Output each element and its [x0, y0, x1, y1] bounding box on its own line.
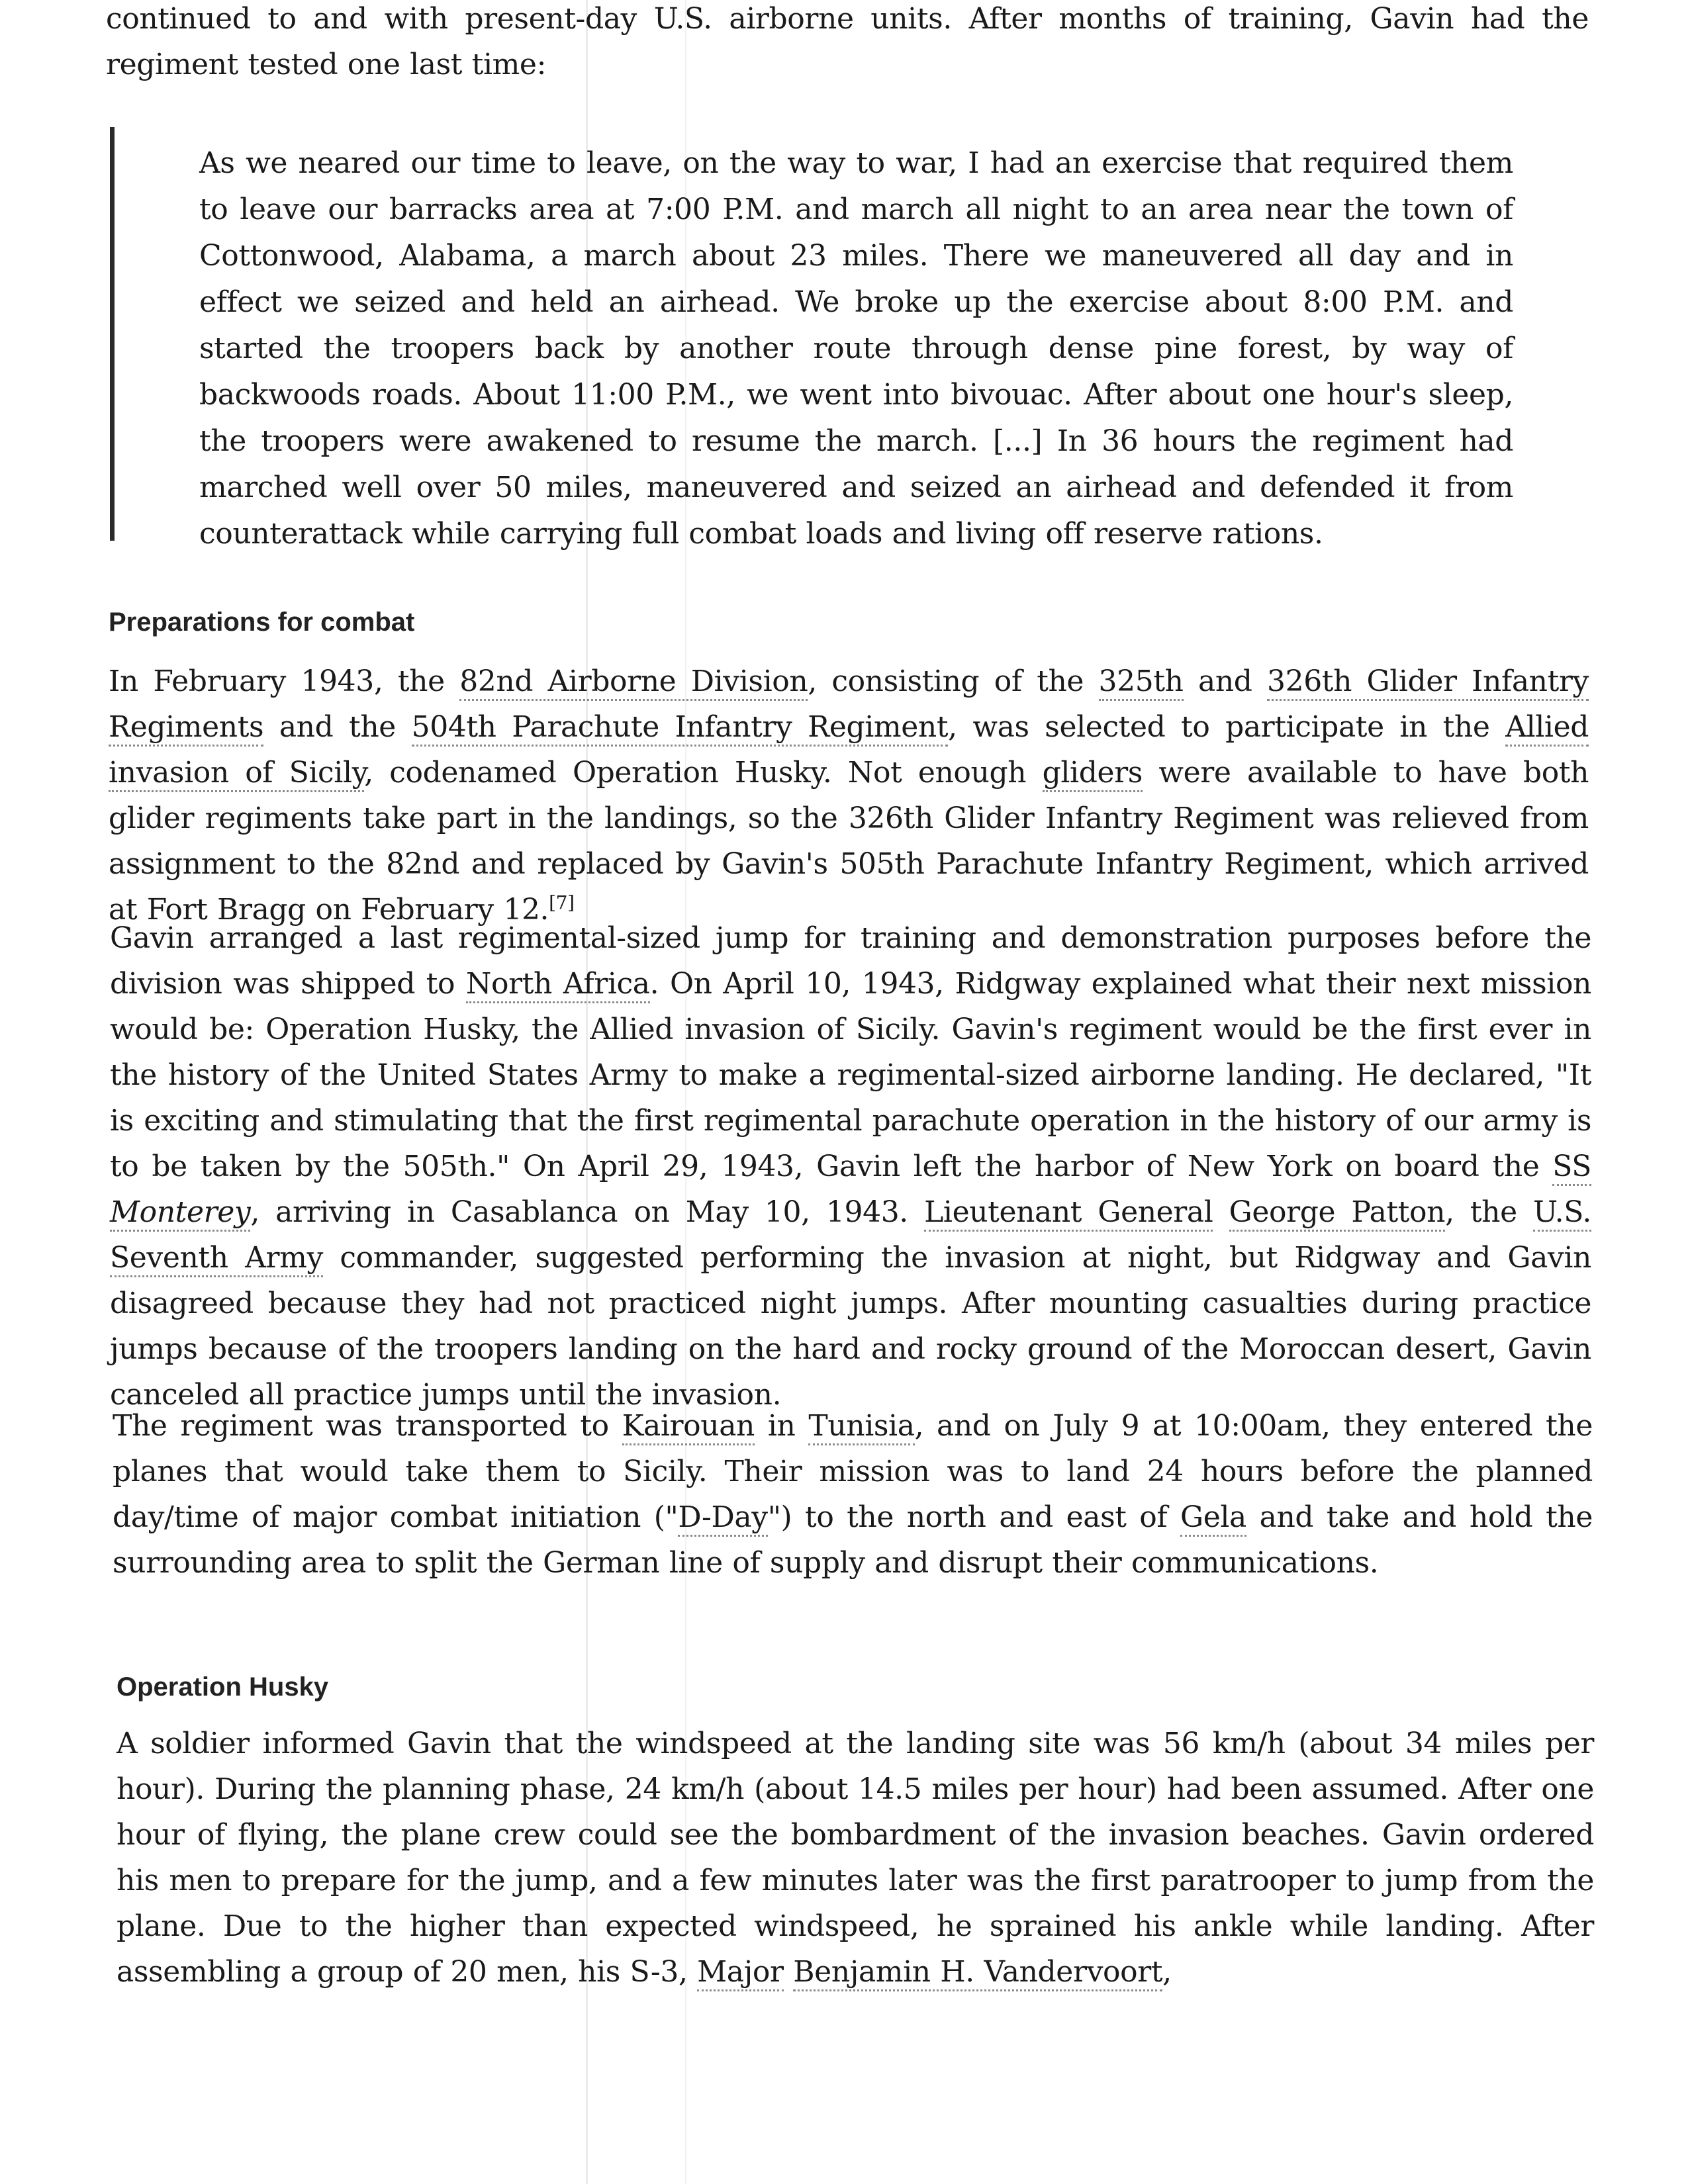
text-run: Gavin arranged a last regimental-sized jump for training and demonstration purposes before the division was shipped to — [110, 921, 1591, 1001]
link-major[interactable]: Major — [697, 1955, 783, 1991]
paragraph-preparations-2 — [110, 915, 1591, 1418]
text-run: , consisting of the — [808, 664, 1099, 698]
link-us-seventh-army[interactable]: U.S. Seventh Army — [110, 1195, 1591, 1277]
link-george-patton[interactable]: George Patton — [1229, 1195, 1445, 1232]
text-run: were available to have both glider regiments take part in the landings, so the 326th Glider Infantry Regiment was relieved from assignment to the 82nd and replaced by Gavin's 505th Parachute Infantry Regiment, which arrived at Fort Bragg on February 12. — [109, 756, 1589, 927]
link-kairouan[interactable]: Kairouan — [622, 1409, 755, 1445]
link-tunisia[interactable]: Tunisia — [808, 1409, 914, 1445]
link-allied-invasion-of-sicily[interactable]: Allied invasion of Sicily — [109, 710, 1589, 792]
link-325th[interactable]: 325th — [1099, 664, 1184, 701]
text-run: ") to the north and east of — [767, 1500, 1180, 1534]
text-run: and the — [263, 710, 412, 744]
blockquote — [110, 127, 1599, 551]
link-d-day[interactable]: D-Day — [678, 1500, 767, 1537]
paragraph-preparations-1 — [109, 659, 1589, 933]
text-run: and take and hold the surrounding area to split the German line of supply and disrupt their communications. — [113, 1500, 1593, 1580]
text-run: , codenamed Operation Husky. Not enough — [364, 756, 1043, 790]
text-run: and — [1183, 664, 1267, 698]
link-gela[interactable]: Gela — [1180, 1500, 1246, 1537]
link-82nd-airborne-division[interactable]: 82nd Airborne Division — [459, 664, 808, 701]
blockquote-text: As we neared our time to leave, on the way to war, I had an exercise that required them to leave our barracks area at 7:00 P.M. and march all night to an area near the town of Cottonwood, Alabama, a march about 23 miles. There we maneuvered all day and in effect we seized and held an airhead. We broke up the exercise about 8:00 P.M. and started the troopers back by another route through dense pine forest, by way of backwoods roads. About 11:00 P.M., we went into bivouac. After about one hour's sleep, the troopers were awakened to resume the march. [...] In 36 hours the regiment had marched well over 50 miles, maneuvered and seized an airhead and defended it from counterattack while carrying full combat loads and living off reserve rations. — [199, 146, 1513, 551]
link-benjamin-h-vandervoort[interactable]: Benjamin H. Vandervoort — [793, 1955, 1162, 1991]
paragraph-husky-1 — [117, 1721, 1594, 1995]
text-run: , and on July 9 at 10:00am, they entered the planes that would take them to Sicily. Their mission was to land 24 hours before the planned day/time of major combat initiation (" — [113, 1409, 1593, 1534]
text-run: , was selected to participate in the — [948, 710, 1506, 744]
text-run: In February 1943, the — [109, 664, 460, 698]
text-run: , — [1162, 1955, 1172, 1989]
link-text-italic: Monterey — [110, 1195, 251, 1229]
intro-paragraph: continued to and with present-day U.S. airborne units. After months of training, Gavin had the regiment tested one last time: — [106, 2, 1589, 81]
link-gliders[interactable]: gliders — [1043, 756, 1143, 792]
text-run: commander, suggested performing the invasion at night, but Ridgway and Gavin disagreed because they had not practiced night jumps. After mounting casualties during practice jumps because of the troopers landing on the hard and rocky ground of the Moroccan desert, Gavin canceled all practice jumps until the invasion. — [110, 1241, 1591, 1412]
text-run: in — [754, 1409, 809, 1443]
text-run: The regiment was transported to — [113, 1409, 622, 1443]
section-heading-preparations: Preparations for combat — [109, 608, 415, 637]
link-text: SS — [1552, 1150, 1591, 1183]
paragraph-preparations-3 — [113, 1403, 1593, 1586]
text-run: . On April 10, 1943, Ridgway explained what their next mission would be: Operation Husky, the Allied invasion of Sicily. Gavin's regiment would be the first ever in the history of the United States Army to make a regimental-sized airborne landing. He declared, "It is exciting and stimulating that the first regimental parachute operation in the history of our army is to be taken by the 505th." On April 29, 1943, Gavin left the harbor of New York on board the — [110, 967, 1591, 1183]
link-north-africa[interactable]: North Africa — [466, 967, 650, 1003]
text-run: , the — [1445, 1195, 1533, 1229]
text-run — [784, 1955, 794, 1989]
section-heading-operation-husky: Operation Husky — [117, 1672, 329, 1702]
link-326th-glider-infantry-regiments[interactable]: 326th Glider Infantry Regiments — [109, 664, 1589, 747]
text-run — [1213, 1195, 1229, 1229]
reference-7[interactable]: [7] — [549, 891, 575, 914]
text-run: , arriving in Casablanca on May 10, 1943. — [250, 1195, 925, 1229]
text-run: A soldier informed Gavin that the windspeed at the landing site was 56 km/h (about 34 miles per hour). During the planning phase, 24 km/h (about 14.5 miles per hour) had been assumed. After one hour of flying, the plane crew could see the bombardment of the invasion beaches. Gavin ordered his men to prepare for the jump, and a few minutes later was the first paratrooper to jump from the plane. Due to the higher than expected windspeed, he sprained his ankle while landing. After assembling a group of 20 men, his S-3, — [117, 1727, 1594, 1989]
link-504th-parachute-infantry-regiment[interactable]: 504th Parachute Infantry Regiment — [412, 710, 949, 747]
link-lieutenant-general[interactable]: Lieutenant General — [924, 1195, 1213, 1232]
